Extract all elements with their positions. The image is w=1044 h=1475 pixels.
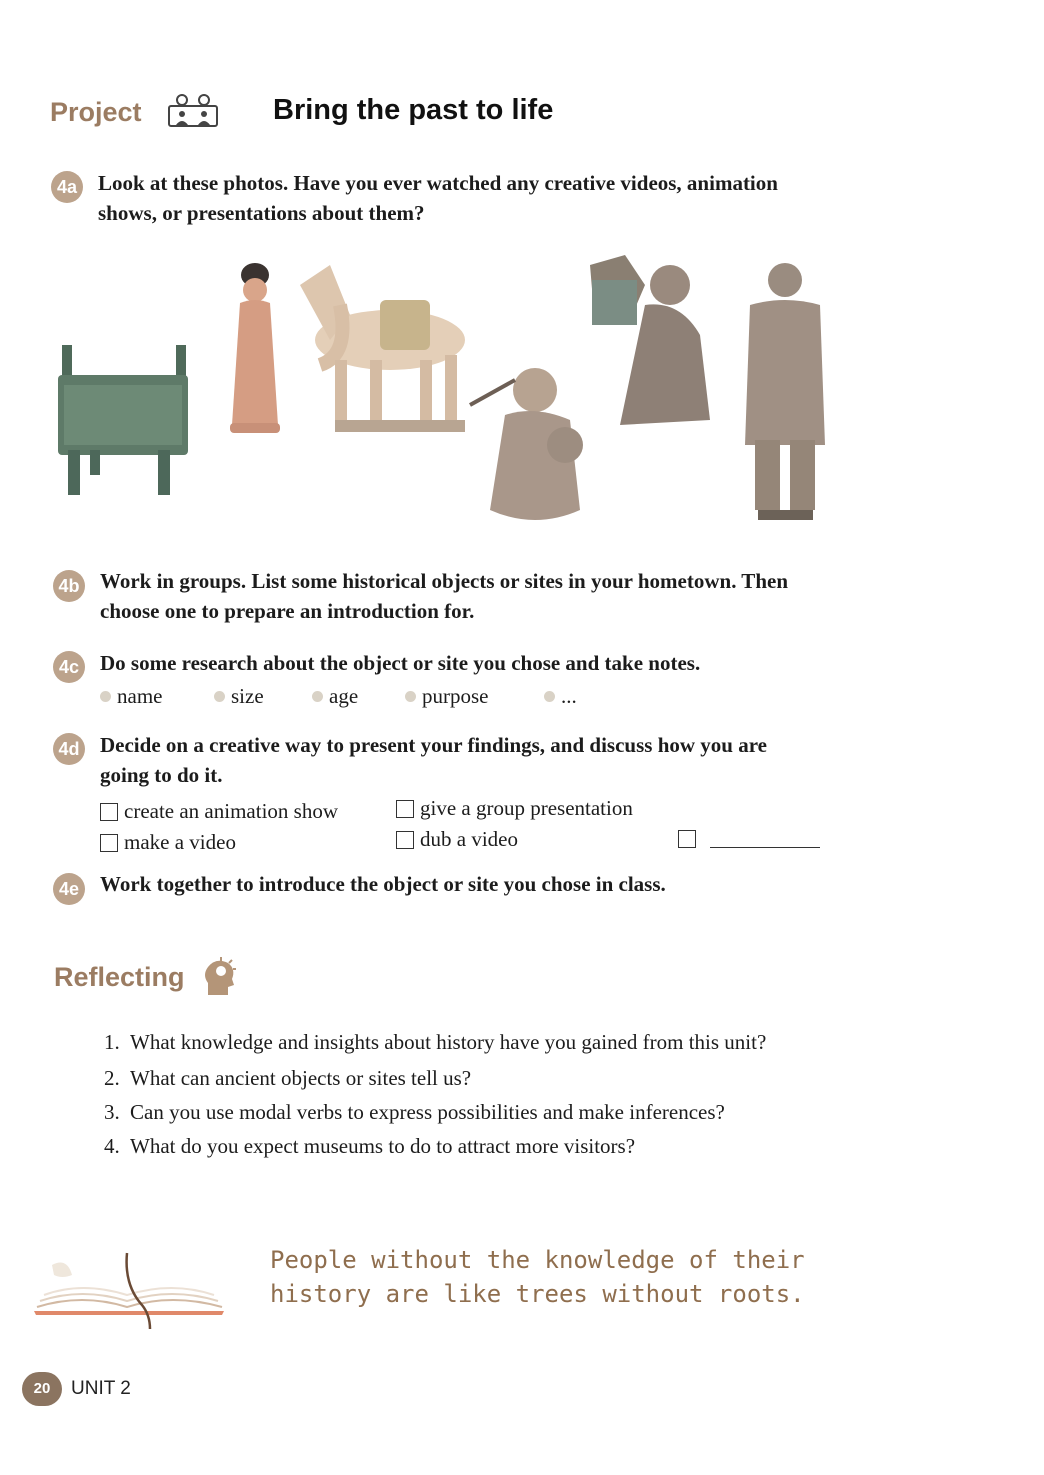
musician-figurine-image bbox=[470, 368, 583, 520]
unit-label: UNIT 2 bbox=[71, 1378, 131, 1399]
terracotta-warrior-image bbox=[745, 263, 825, 520]
task-badge-4c: 4c bbox=[53, 651, 85, 683]
note-item: ... bbox=[544, 684, 577, 709]
page-title: Bring the past to life bbox=[273, 94, 554, 126]
note-item: purpose bbox=[405, 684, 489, 709]
checkbox[interactable] bbox=[396, 800, 414, 818]
note-item: name bbox=[100, 684, 162, 709]
checkbox[interactable] bbox=[100, 834, 118, 852]
artifact-photos bbox=[50, 245, 840, 540]
note-list bbox=[100, 684, 620, 714]
task-badge-4e: 4e bbox=[53, 873, 85, 905]
tang-horse-image bbox=[300, 265, 465, 432]
reflecting-title: Reflecting bbox=[54, 962, 185, 992]
section-label: Project bbox=[50, 97, 142, 127]
task-4b-text: Work in groups. List some historical objects or sites in your hometown. Then choose one to prepare an introduction for. bbox=[100, 569, 788, 623]
option-make-video[interactable]: make a video bbox=[100, 830, 236, 855]
bullet-icon bbox=[544, 691, 555, 702]
checkbox[interactable] bbox=[396, 831, 414, 849]
task-badge-4a: 4a bbox=[51, 171, 83, 203]
task-badge-4d: 4d bbox=[53, 733, 85, 765]
kneeling-figure-image bbox=[590, 255, 710, 425]
lady-figurine-image bbox=[230, 263, 280, 433]
open-book-icon bbox=[32, 1245, 227, 1340]
reflect-question: 2. What can ancient objects or sites tell us? bbox=[104, 1066, 472, 1090]
bullet-icon bbox=[100, 691, 111, 702]
bullet-icon bbox=[214, 691, 225, 702]
option-animation[interactable]: create an animation show bbox=[100, 799, 338, 824]
checkbox[interactable] bbox=[100, 803, 118, 821]
task-4a-text: Look at these photos. Have you ever watched any creative videos, animation shows, or presentations about them? bbox=[98, 171, 778, 225]
note-item: size bbox=[214, 684, 264, 709]
blank-line[interactable] bbox=[710, 831, 820, 848]
checkbox[interactable] bbox=[678, 830, 696, 848]
lightbulb-head-icon bbox=[200, 955, 240, 1004]
bullet-icon bbox=[312, 691, 323, 702]
group-discussion-icon bbox=[166, 90, 220, 135]
option-presentation[interactable]: give a group presentation bbox=[396, 796, 633, 821]
task-4e-text: Work together to introduce the object or site you chose in class. bbox=[100, 872, 666, 896]
reflect-question: 3. Can you use modal verbs to express possibilities and make inferences? bbox=[104, 1100, 725, 1124]
reflect-question: 1. What knowledge and insights about history have you gained from this unit? bbox=[104, 1030, 767, 1054]
note-item: age bbox=[312, 684, 358, 709]
task-4c-text: Do some research about the object or site you chose and take notes. bbox=[100, 651, 701, 675]
option-other[interactable] bbox=[678, 830, 820, 848]
task-4d-text: Decide on a creative way to present your findings, and discuss how you are going to do it. bbox=[100, 733, 767, 787]
reflect-question: 4. What do you expect museums to do to attract more visitors? bbox=[104, 1134, 636, 1158]
task-badge-4b: 4b bbox=[53, 570, 85, 602]
bullet-icon bbox=[405, 691, 416, 702]
quote-text: People without the knowledge of their history are like trees without roots. bbox=[270, 1246, 805, 1308]
option-dub-video[interactable]: dub a video bbox=[396, 827, 518, 852]
page-number: 20 bbox=[22, 1372, 62, 1406]
bronze-ding-image bbox=[58, 345, 188, 495]
